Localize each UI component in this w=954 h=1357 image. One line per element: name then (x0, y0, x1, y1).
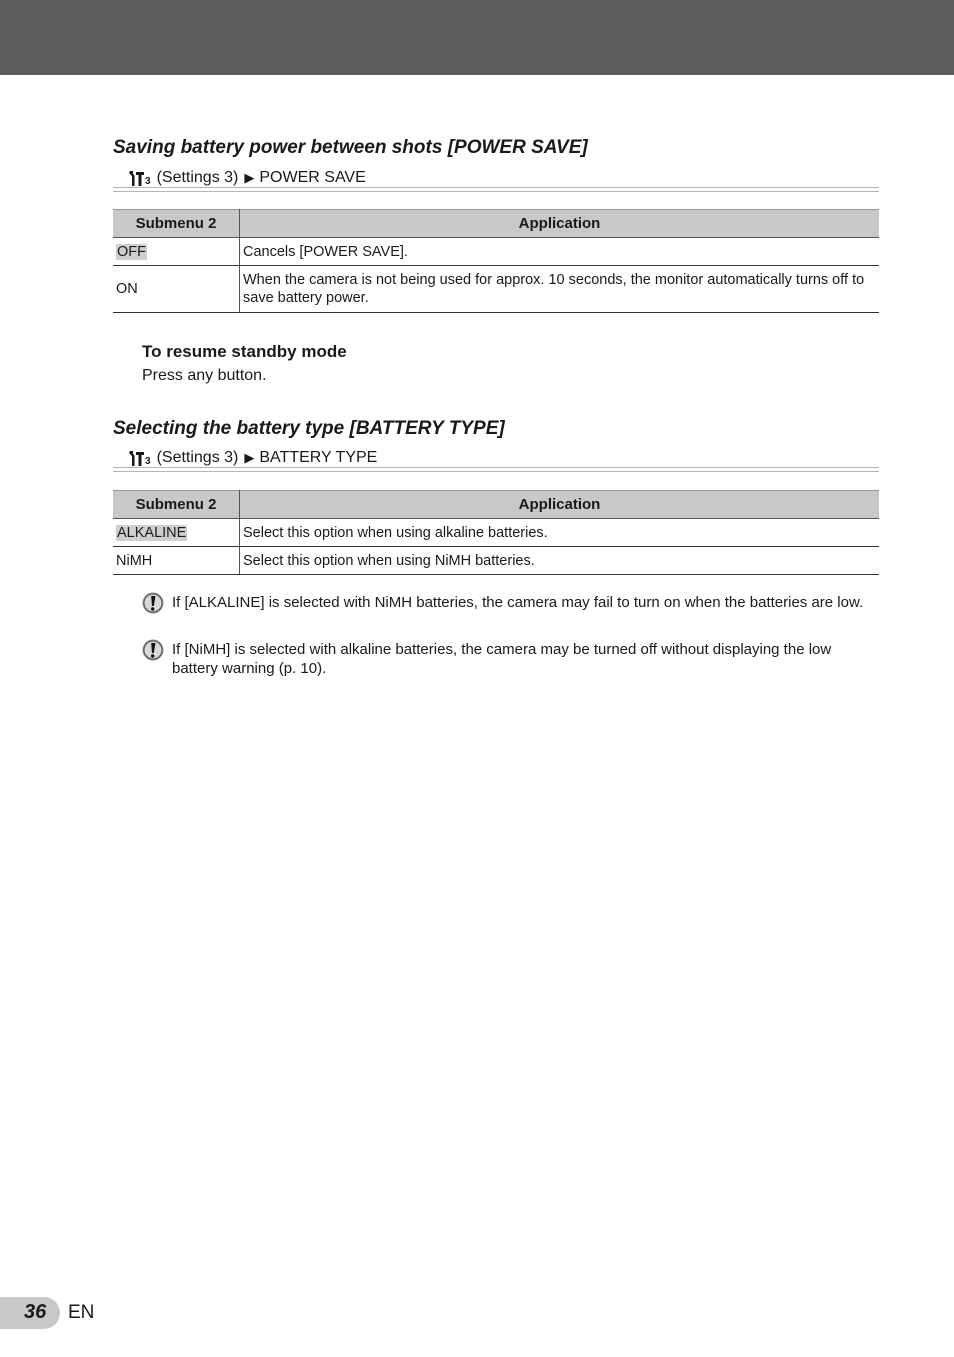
table-row (113, 266, 879, 313)
settings-wrench-icon (128, 450, 151, 467)
column-header: Application (240, 210, 880, 238)
battery-type-table (113, 490, 879, 575)
settings-icon-subscript: 3 (145, 175, 151, 187)
power-save-table (113, 209, 879, 313)
caution-icon (142, 592, 164, 614)
table-row (113, 519, 879, 547)
page-language: EN (68, 1302, 95, 1323)
column-header: Submenu 2 (113, 491, 240, 519)
arrow-right-icon: ▶ (244, 170, 255, 185)
power-save-menu-path (128, 168, 879, 190)
path-target: BATTERY TYPE (259, 449, 378, 466)
settings-wrench-icon (128, 170, 151, 187)
caution-note (142, 593, 879, 614)
resume-text: Press any button. (142, 367, 267, 384)
option-cell: ON (113, 266, 240, 313)
settings-icon-subscript: 3 (145, 455, 151, 467)
table-header-row (113, 491, 879, 519)
note-text: If [ALKALINE] is selected with NiMH batteries, the camera may fail to turn on when the batteries are low. (172, 594, 864, 611)
battery-type-title: Selecting the battery type [BATTERY TYPE] (113, 418, 505, 439)
path-settings-label: (Settings 3) (156, 169, 239, 186)
option-cell: NiMH (113, 547, 240, 575)
column-header: Submenu 2 (113, 210, 240, 238)
caution-icon (142, 639, 164, 661)
table-row (113, 238, 879, 266)
option-cell (113, 519, 240, 547)
battery-type-menu-path (128, 448, 879, 470)
arrow-right-icon: ▶ (244, 450, 255, 465)
table-row (113, 547, 879, 575)
column-header: Application (240, 491, 880, 519)
option-label-highlighted: OFF (117, 243, 146, 260)
note-text: If [NiMH] is selected with alkaline batteries, the camera may be turned off without displaying the low battery warning (p. 10). (172, 641, 832, 677)
application-cell: Select this option when using alkaline batteries. (240, 519, 880, 547)
path-rule (113, 471, 879, 472)
option-cell (113, 238, 240, 266)
page-number: 36 (24, 1301, 47, 1323)
power-save-title: Saving battery power between shots [POWER SAVE] (113, 137, 588, 158)
path-target: POWER SAVE (259, 169, 366, 186)
path-rule (113, 191, 879, 192)
table-header-row (113, 210, 879, 238)
resume-heading: To resume standby mode (142, 342, 347, 361)
application-cell: When the camera is not being used for approx. 10 seconds, the monitor automatically turns off to save battery power. (240, 266, 880, 313)
path-settings-label: (Settings 3) (156, 449, 239, 466)
header-bar (0, 0, 954, 75)
application-cell: Select this option when using NiMH batteries. (240, 547, 880, 575)
application-cell: Cancels [POWER SAVE]. (240, 238, 880, 266)
caution-note (142, 640, 879, 678)
option-label-highlighted: ALKALINE (117, 524, 187, 541)
